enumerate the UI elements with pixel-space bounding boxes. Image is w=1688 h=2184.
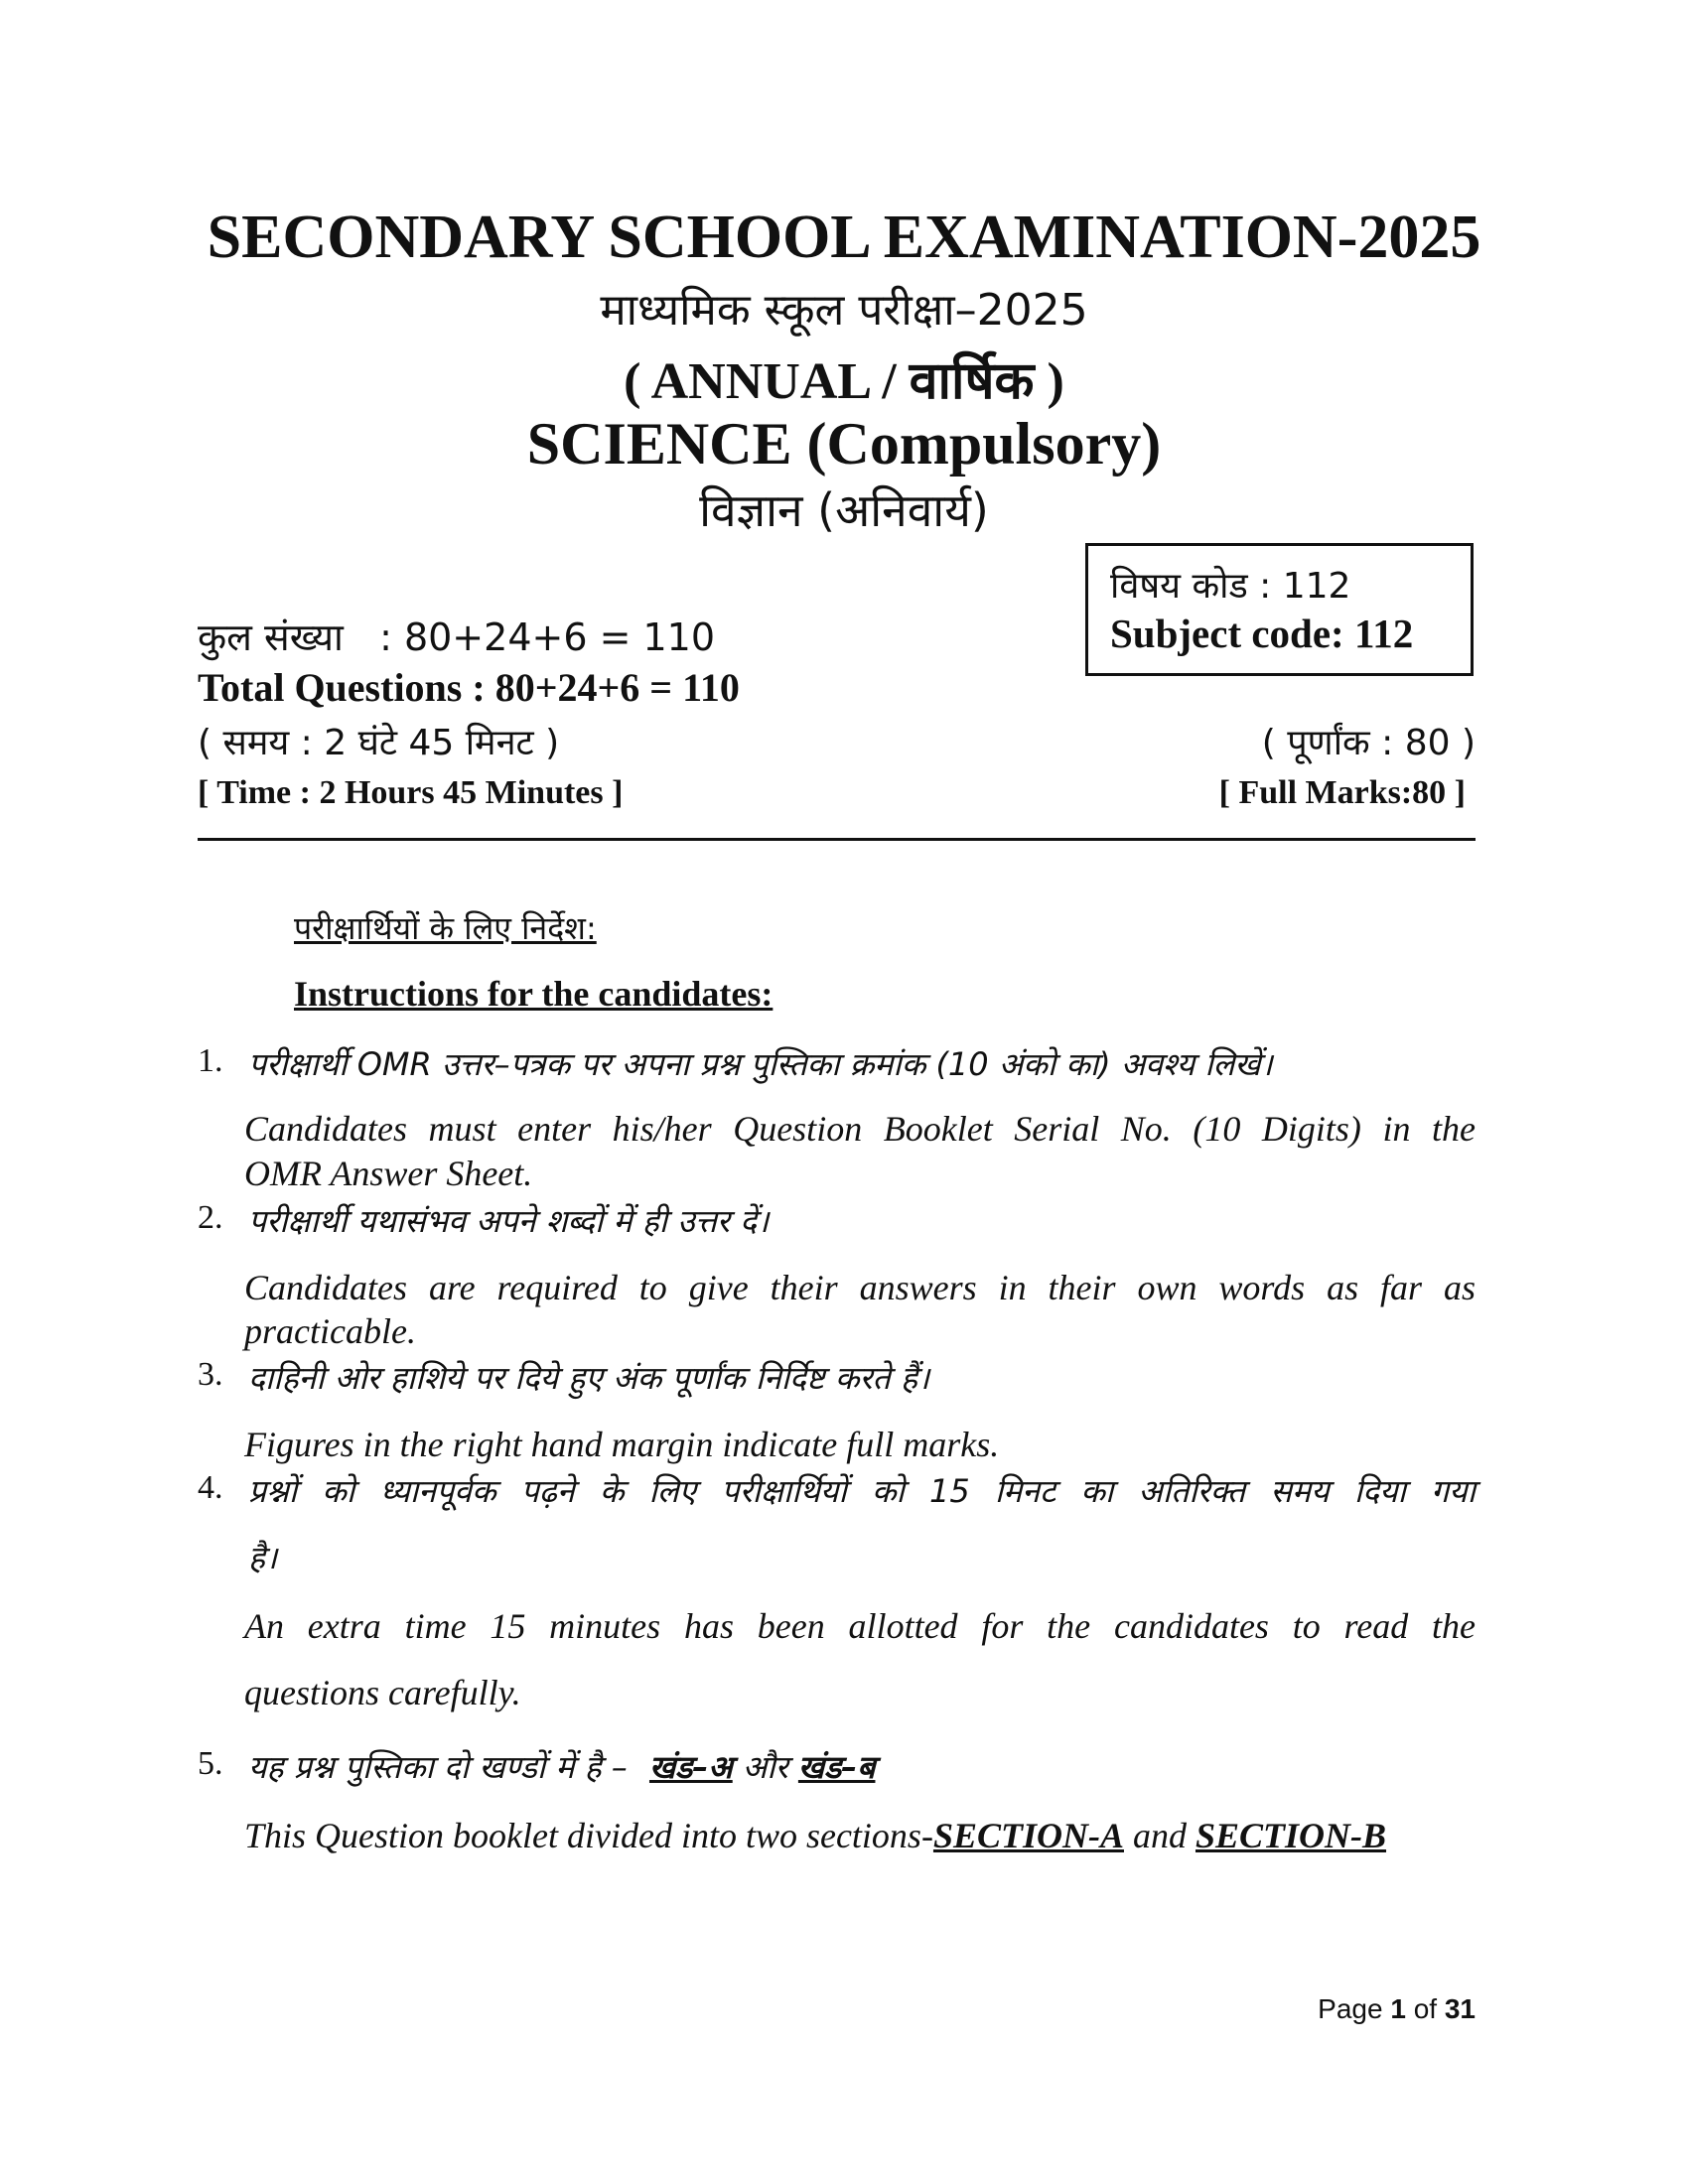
instruction-english: [244, 1815, 1386, 1856]
instruction-english: Figures in the right hand margin indicate full marks.: [244, 1425, 1000, 1464]
instruction-hindi: परीक्षार्थी OMR उत्तर–पत्रक पर अपना प्रश्न पुस्तिका क्रमांक (10 अंको का) अवश्य लिखें।: [248, 1045, 1273, 1083]
exam-title: SECONDARY SCHOOL EXAMINATION-2025: [207, 204, 1481, 271]
instruction-hindi: है।: [248, 1539, 278, 1576]
of-label: of: [1413, 1993, 1438, 2024]
section-b-hindi: खंड–ब: [797, 1748, 876, 1786]
current-page: 1: [1390, 1993, 1406, 2024]
item-number: 5.: [198, 1745, 223, 1782]
instruction-text: This Question booklet divided into two sections-: [244, 1816, 933, 1855]
section-a-hindi: खंड–अ: [648, 1748, 733, 1786]
subject-code: Subject code: 112: [1110, 611, 1414, 656]
instructions-heading: Instructions for the candidates:: [294, 974, 774, 1014]
instruction-english: An extra time 15 minutes has been allotted for the candidates to read the: [244, 1606, 1476, 1646]
page-number: [1318, 1993, 1476, 2025]
instruction-english: practicable.: [244, 1311, 416, 1351]
instruction-hindi: प्रश्नों को ध्यानपूर्वक पढ़ने के लिए परीक्षार्थियों को 15 मिनट का अतिरिक्त समय दिया गया: [248, 1472, 1476, 1510]
exam-type: ( ANNUAL / वार्षिक ): [624, 353, 1064, 410]
instruction-english: Candidates must enter his/her Question Booklet Serial No. (10 Digits) in the: [244, 1109, 1476, 1149]
section-a: SECTION-A: [932, 1816, 1124, 1855]
subject-title-hindi: विज्ञान (अनिवार्य): [699, 483, 989, 537]
instruction-english: Candidates are required to give their answers in their own words as far as: [244, 1268, 1476, 1307]
subject-code-hindi: विषय कोड : 112: [1110, 566, 1351, 607]
exam-title-hindi: माध्यमिक स्कूल परीक्षा–2025: [600, 285, 1088, 336]
full-marks: [ Full Marks:80 ]: [1218, 774, 1466, 811]
divider: [198, 838, 1476, 841]
instructions-heading-hindi: परीक्षार्थियों के लिए निर्देश:: [294, 909, 597, 947]
instruction-english: OMR Answer Sheet.: [244, 1154, 533, 1193]
instruction-english: questions carefully.: [244, 1673, 521, 1712]
and-hindi: और: [742, 1748, 788, 1786]
time-hindi: ( समय : 2 घंटे 45 मिनट ): [198, 723, 560, 763]
subject-code-box: [1085, 543, 1474, 676]
full-marks-hindi: ( पूर्णांक : 80 ): [1261, 723, 1476, 763]
page-label: Page: [1318, 1993, 1383, 2024]
item-number: 1.: [198, 1042, 223, 1079]
item-number: 3.: [198, 1356, 223, 1393]
item-number: 2.: [198, 1199, 223, 1236]
item-number: 4.: [198, 1469, 223, 1506]
section-b: SECTION-B: [1195, 1816, 1387, 1855]
instruction-hindi: दाहिनी ओर हाशिये पर दिये हुए अंक पूर्णांक निर्दिष्ट करते हैं।: [248, 1359, 930, 1397]
total-questions: Total Questions : 80+24+6 = 110: [198, 665, 740, 710]
and-text: and: [1132, 1816, 1187, 1855]
total-pages: 31: [1444, 1993, 1476, 2024]
subject-title: SCIENCE (Compulsory): [526, 411, 1162, 477]
instruction-hindi: [248, 1745, 875, 1788]
total-questions-hindi: कुल संख्या : 80+24+6 = 110: [198, 615, 716, 659]
instruction-hindi: परीक्षार्थी यथासंभव अपने शब्दों में ही उत्तर दें।: [248, 1202, 770, 1240]
instruction-text: यह प्रश्न पुस्तिका दो खण्डों में है –: [248, 1748, 628, 1786]
time: [ Time : 2 Hours 45 Minutes ]: [198, 774, 624, 811]
